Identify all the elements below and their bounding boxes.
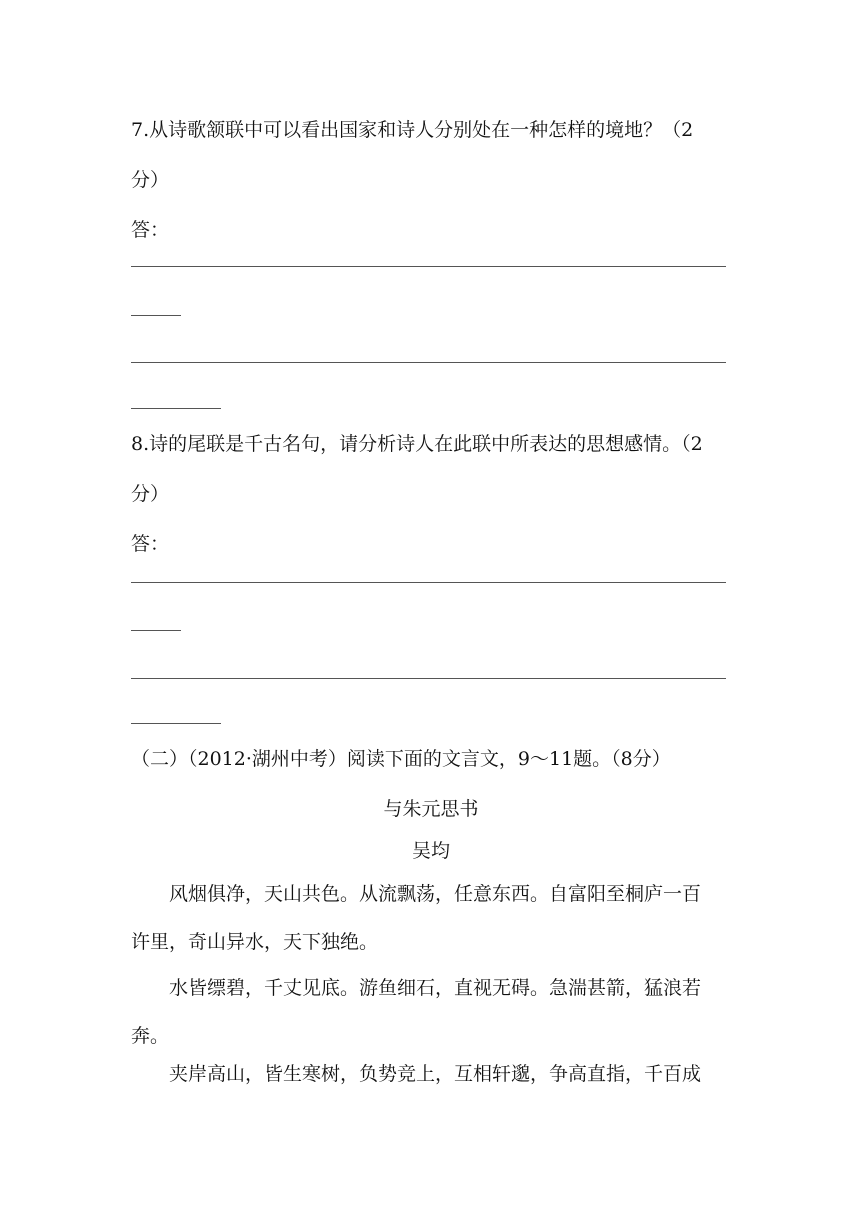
question-8-answer-label: 答： (131, 533, 170, 555)
question-7-text-line1: 7.从诗歌颔联中可以看出国家和诗人分别处在一种怎样的境地？（2 (131, 119, 694, 141)
answer-line[interactable] (131, 407, 221, 409)
question-8-text-line2: 分） (131, 483, 170, 505)
answer-line[interactable] (131, 265, 726, 267)
question-7-text-line2: 分） (131, 169, 170, 191)
answer-line[interactable] (131, 581, 726, 583)
paragraph-line: 许里，奇山异水，天下独绝。 (131, 931, 379, 953)
question-8-text-line1: 8.诗的尾联是千古名句，请分析诗人在此联中所表达的思想感情。（2 (131, 433, 703, 455)
passage-paragraph (131, 880, 731, 957)
paragraph-line: 夹岸高山，皆生寒树，负势竞上，互相轩邈，争高直指，千百成 (169, 1063, 702, 1085)
question-7 (131, 116, 731, 245)
passage-author: 吴均 (411, 840, 450, 862)
question-8 (131, 430, 731, 559)
answer-line[interactable] (131, 722, 221, 724)
answer-line[interactable] (131, 677, 726, 679)
section-header: （二）（2012·湖州中考）阅读下面的文言文，9～11题。（8分） (131, 748, 671, 770)
paragraph-line: 奔。 (131, 1025, 170, 1047)
answer-line[interactable] (131, 361, 726, 363)
passage-paragraph (131, 1060, 731, 1089)
paragraph-line: 水皆缥碧，千丈见底。游鱼细石，直视无碍。急湍甚箭，猛浪若 (169, 977, 702, 999)
paragraph-line: 风烟俱净，天山共色。从流飘荡，任意东西。自富阳至桐庐一百 (169, 883, 702, 905)
answer-line[interactable] (131, 314, 181, 316)
passage-paragraph (131, 974, 731, 1051)
answer-line[interactable] (131, 629, 181, 631)
question-7-answer-label: 答： (131, 219, 170, 241)
passage-title: 与朱元思书 (383, 798, 479, 820)
